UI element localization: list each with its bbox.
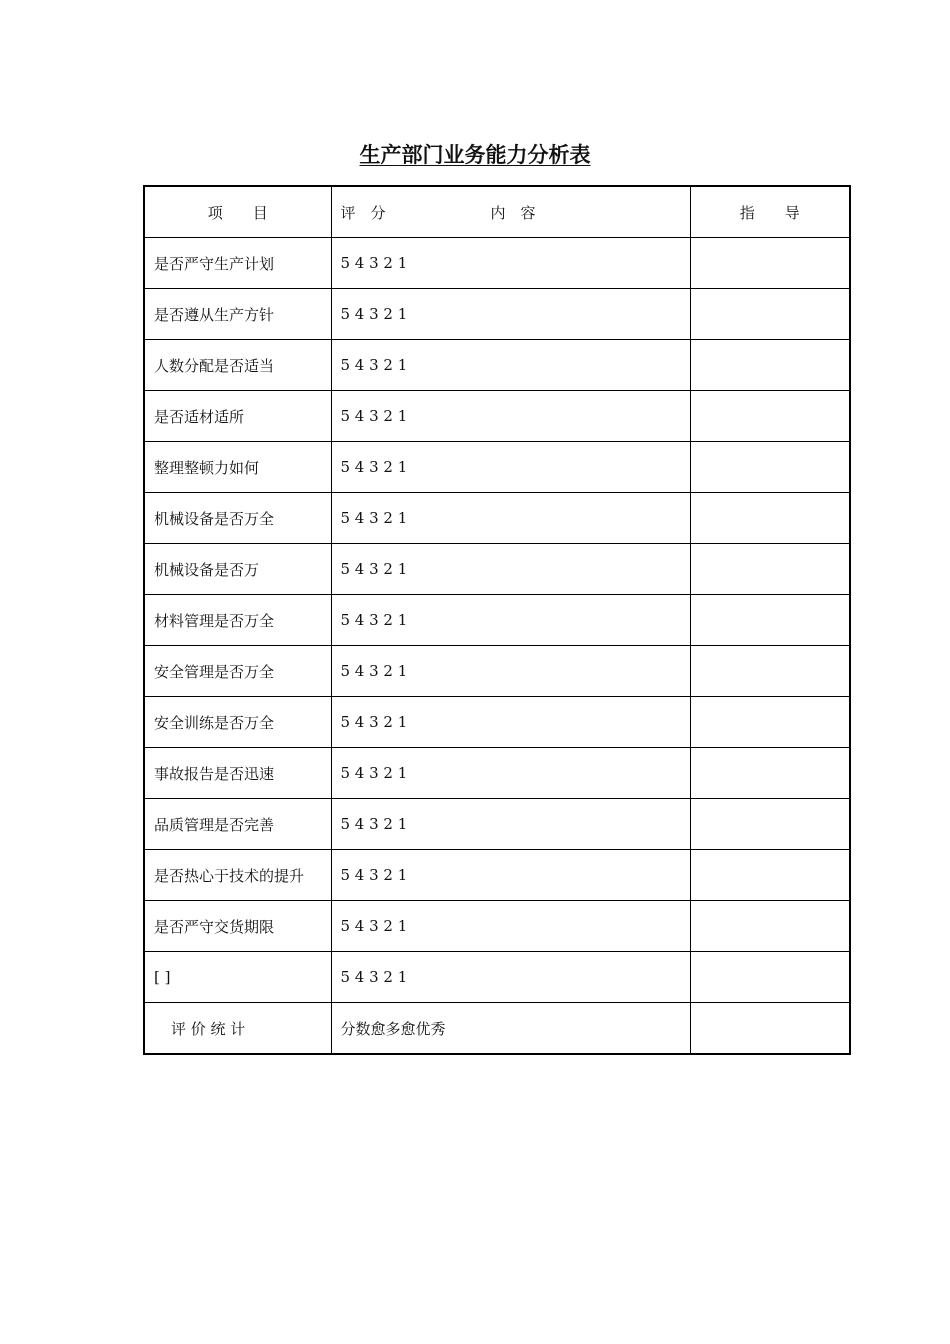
row-score: 5 4 3 2 1 — [331, 544, 690, 595]
row-score: 5 4 3 2 1 — [331, 901, 690, 952]
row-guide-cell[interactable] — [690, 289, 850, 340]
table-row — [144, 952, 850, 1003]
header-row — [144, 186, 850, 238]
row-guide-cell[interactable] — [690, 748, 850, 799]
page-title — [0, 141, 950, 169]
row-item: 是否热心于技术的提升 — [144, 850, 331, 901]
summary-label: 评 价 统 计 — [144, 1003, 331, 1055]
row-guide-cell[interactable] — [690, 238, 850, 289]
row-score: 5 4 3 2 1 — [331, 442, 690, 493]
summary-note: 分数愈多愈优秀 — [331, 1003, 690, 1055]
row-item-blank[interactable]: [ ] — [144, 952, 331, 1003]
row-score: 5 4 3 2 1 — [331, 493, 690, 544]
row-score: 5 4 3 2 1 — [331, 289, 690, 340]
table-row — [144, 697, 850, 748]
table-row — [144, 646, 850, 697]
row-score: 5 4 3 2 1 — [331, 952, 690, 1003]
table-row — [144, 850, 850, 901]
table-row — [144, 595, 850, 646]
row-item: 品质管理是否完善 — [144, 799, 331, 850]
row-item: 安全管理是否万全 — [144, 646, 331, 697]
summary-guide-cell[interactable] — [690, 1003, 850, 1055]
row-guide-cell[interactable] — [690, 391, 850, 442]
row-score: 5 4 3 2 1 — [331, 850, 690, 901]
row-score: 5 4 3 2 1 — [331, 340, 690, 391]
row-item: 是否适材适所 — [144, 391, 331, 442]
header-guide: 指 导 — [690, 186, 850, 238]
row-item: 机械设备是否万全 — [144, 493, 331, 544]
row-score: 5 4 3 2 1 — [331, 646, 690, 697]
row-item: 是否遵从生产方针 — [144, 289, 331, 340]
row-score: 5 4 3 2 1 — [331, 748, 690, 799]
table-row — [144, 238, 850, 289]
row-item: 是否严守交货期限 — [144, 901, 331, 952]
row-guide-cell[interactable] — [690, 850, 850, 901]
header-item: 项 目 — [144, 186, 331, 238]
table-row — [144, 901, 850, 952]
row-guide-cell[interactable] — [690, 901, 850, 952]
row-item: 整理整顿力如何 — [144, 442, 331, 493]
row-item: 事故报告是否迅速 — [144, 748, 331, 799]
row-item: 人数分配是否适当 — [144, 340, 331, 391]
row-item: 机械设备是否万 — [144, 544, 331, 595]
row-item: 安全训练是否万全 — [144, 697, 331, 748]
table-row — [144, 799, 850, 850]
analysis-table — [143, 185, 851, 1055]
row-score: 5 4 3 2 1 — [331, 238, 690, 289]
title-text: 生产部门业务能力分析表 — [359, 143, 591, 167]
row-guide-cell[interactable] — [690, 952, 850, 1003]
row-score: 5 4 3 2 1 — [331, 391, 690, 442]
row-item: 是否严守生产计划 — [144, 238, 331, 289]
row-guide-cell[interactable] — [690, 697, 850, 748]
row-score: 5 4 3 2 1 — [331, 697, 690, 748]
row-guide-cell[interactable] — [690, 340, 850, 391]
summary-row — [144, 1003, 850, 1055]
table-row — [144, 340, 850, 391]
row-item: 材料管理是否万全 — [144, 595, 331, 646]
row-score: 5 4 3 2 1 — [331, 595, 690, 646]
table-row — [144, 493, 850, 544]
table-row — [144, 442, 850, 493]
row-guide-cell[interactable] — [690, 646, 850, 697]
row-guide-cell[interactable] — [690, 442, 850, 493]
row-guide-cell[interactable] — [690, 493, 850, 544]
row-score: 5 4 3 2 1 — [331, 799, 690, 850]
table-row — [144, 544, 850, 595]
row-guide-cell[interactable] — [690, 544, 850, 595]
row-guide-cell[interactable] — [690, 799, 850, 850]
table-row — [144, 748, 850, 799]
header-score-content: 评 分 内 容 — [331, 186, 690, 238]
row-guide-cell[interactable] — [690, 595, 850, 646]
table-row — [144, 289, 850, 340]
table-row — [144, 391, 850, 442]
